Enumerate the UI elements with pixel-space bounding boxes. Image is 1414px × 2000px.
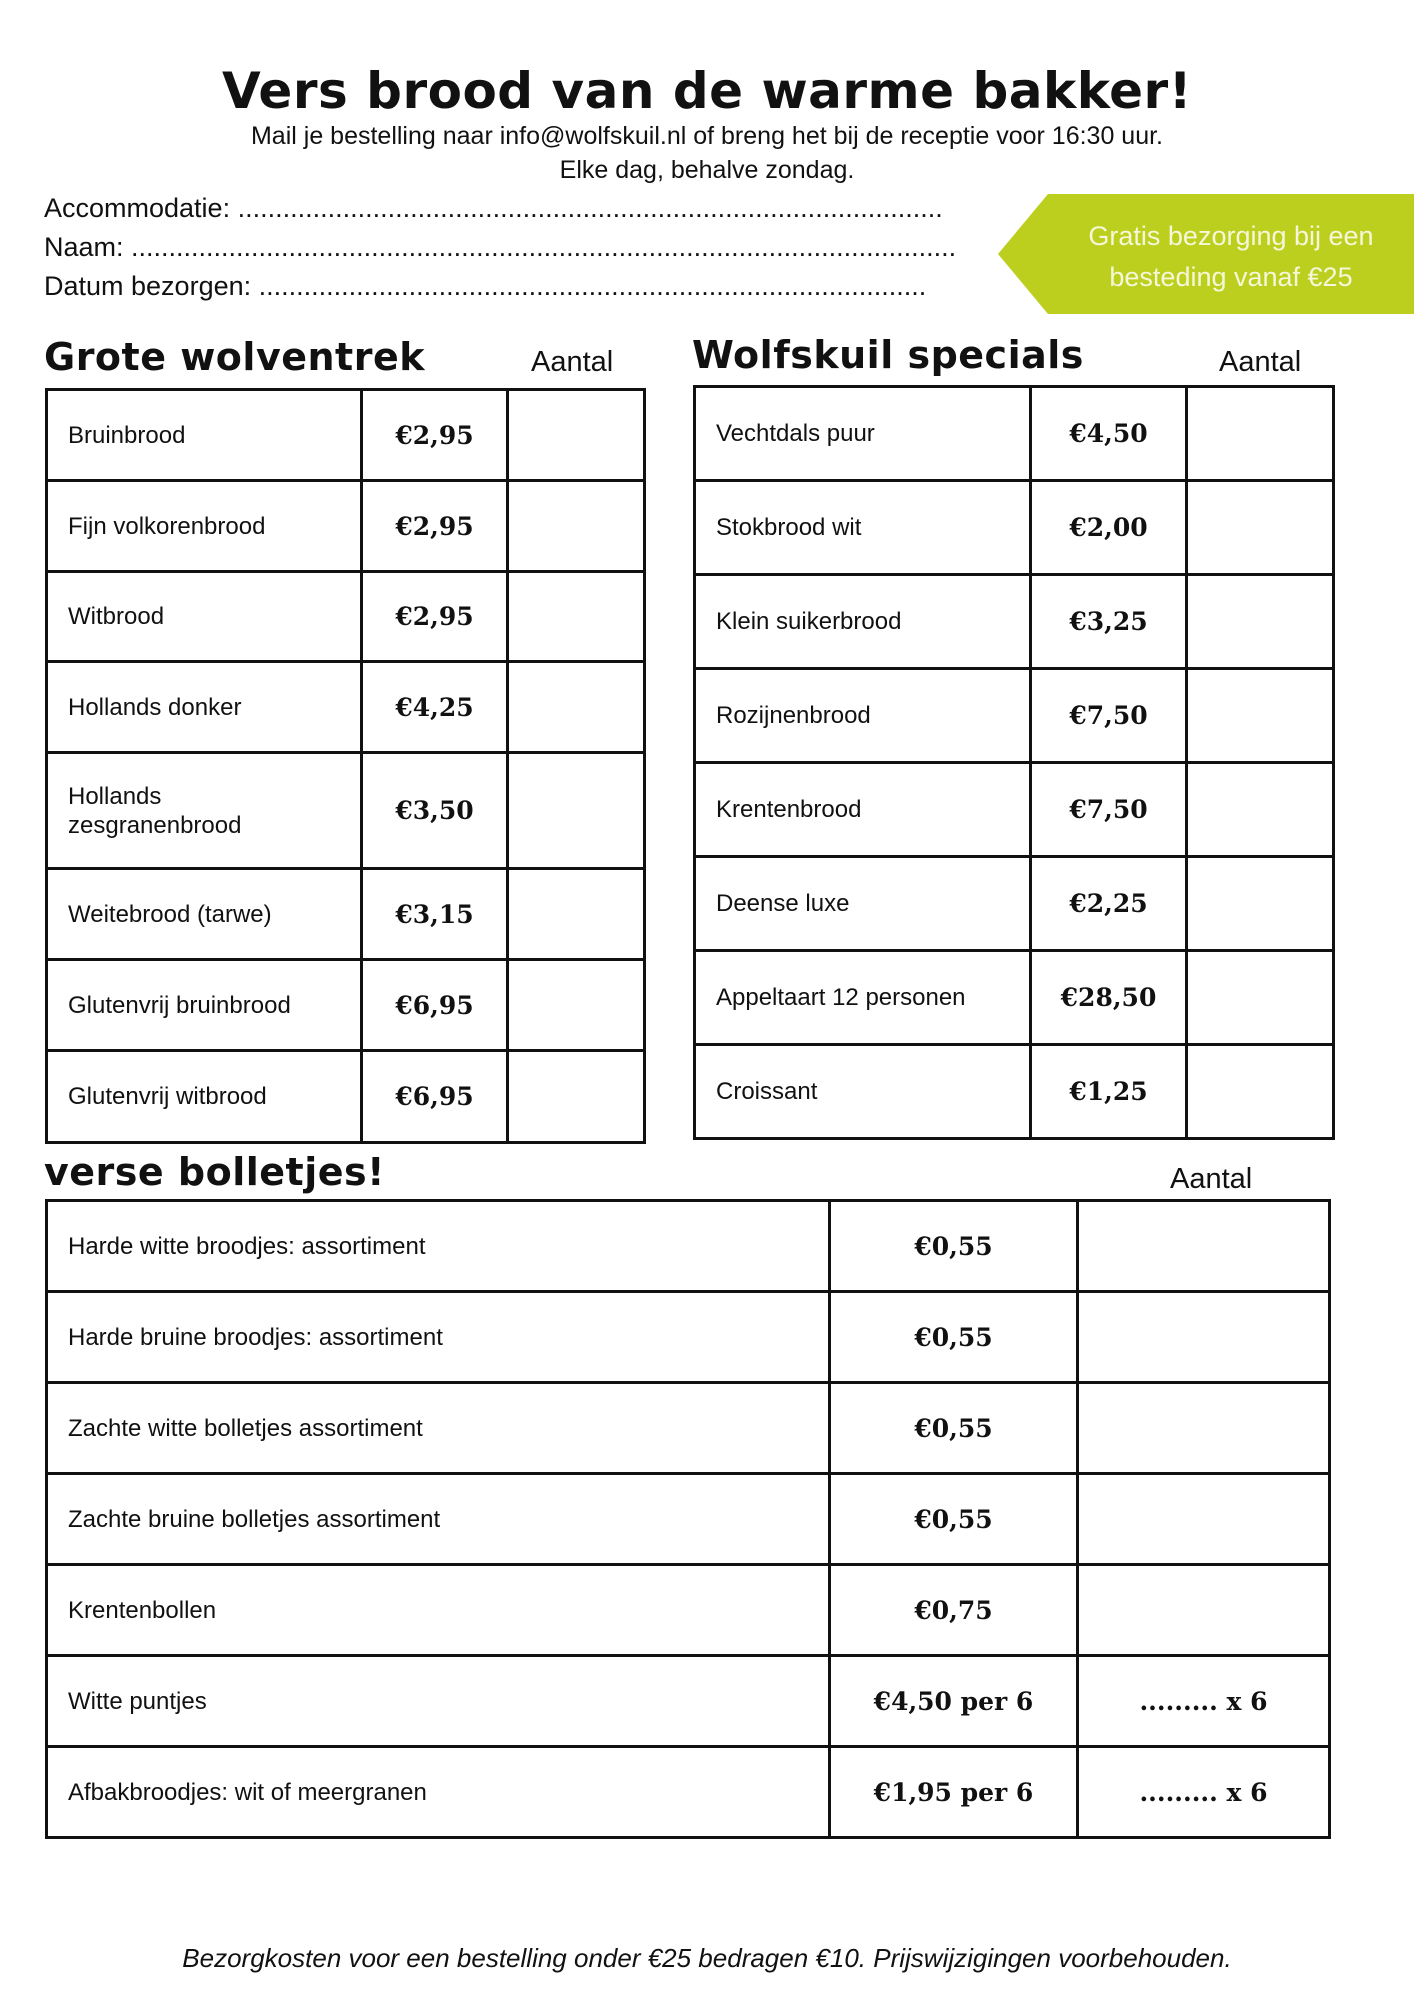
item-price: €0,55 bbox=[830, 1292, 1078, 1383]
table-row bbox=[47, 662, 645, 753]
qty-header-grote: Aantal bbox=[531, 346, 614, 378]
item-name: Krentenbollen bbox=[47, 1565, 830, 1656]
table-row bbox=[695, 951, 1334, 1045]
badge-line-1: Gratis bezorging bij een bbox=[1088, 221, 1374, 251]
item-name: Harde bruine broodjes: assortiment bbox=[47, 1292, 830, 1383]
quantity-field[interactable] bbox=[508, 753, 645, 869]
quantity-field[interactable] bbox=[1187, 951, 1334, 1045]
table-row bbox=[47, 572, 645, 662]
quantity-field[interactable] bbox=[1078, 1292, 1330, 1383]
item-name: Stokbrood wit bbox=[695, 481, 1031, 575]
datum-bezorgen-field[interactable]: Datum bezorgen: ......................................................................................... bbox=[44, 271, 927, 301]
table-row bbox=[695, 481, 1334, 575]
item-name: Rozijnenbrood bbox=[695, 669, 1031, 763]
table-row bbox=[695, 669, 1334, 763]
item-price: €2,00 bbox=[1031, 481, 1187, 575]
quantity-field[interactable] bbox=[1078, 1474, 1330, 1565]
table-row bbox=[47, 753, 645, 869]
verse-bolletjes-table bbox=[45, 1199, 1331, 1839]
opening-days: Elke dag, behalve zondag. bbox=[559, 156, 855, 184]
item-price: €6,95 bbox=[362, 960, 508, 1051]
quantity-field[interactable] bbox=[1187, 575, 1334, 669]
item-price: €7,50 bbox=[1031, 669, 1187, 763]
table-row bbox=[47, 1051, 645, 1143]
free-delivery-badge bbox=[998, 194, 1414, 314]
table-row bbox=[695, 763, 1334, 857]
item-price: €1,25 bbox=[1031, 1045, 1187, 1139]
quantity-field[interactable] bbox=[1187, 763, 1334, 857]
table-row bbox=[695, 1045, 1334, 1139]
quantity-field[interactable] bbox=[508, 960, 645, 1051]
item-price: €0,55 bbox=[830, 1201, 1078, 1292]
wolfskuil-specials-table bbox=[693, 385, 1335, 1140]
item-price: €0,75 bbox=[830, 1565, 1078, 1656]
item-name: Glutenvrij witbrood bbox=[47, 1051, 362, 1143]
quantity-field[interactable] bbox=[508, 572, 645, 662]
item-price: €6,95 bbox=[362, 1051, 508, 1143]
quantity-field[interactable] bbox=[1187, 387, 1334, 481]
item-price: €2,95 bbox=[362, 572, 508, 662]
section-title-verse-bolletjes: verse bolletjes! bbox=[44, 1150, 385, 1194]
table-row bbox=[695, 857, 1334, 951]
item-name: Zachte witte bolletjes assortiment bbox=[47, 1383, 830, 1474]
item-name: Deense luxe bbox=[695, 857, 1031, 951]
table-row bbox=[47, 1201, 1330, 1292]
grote-wolventrek-table bbox=[45, 388, 646, 1144]
quantity-field[interactable] bbox=[1187, 857, 1334, 951]
quantity-field[interactable] bbox=[508, 869, 645, 960]
item-name: Croissant bbox=[695, 1045, 1031, 1139]
table-row bbox=[47, 1747, 1330, 1838]
item-name: Bruinbrood bbox=[47, 390, 362, 481]
item-price: €2,95 bbox=[362, 481, 508, 572]
accommodatie-field[interactable]: Accommodatie: .............................................................................................. bbox=[44, 193, 943, 223]
order-instructions: Mail je bestelling naar info@wolfskuil.nl of breng het bij de receptie voor 16:30 uur. bbox=[250, 122, 1163, 150]
section-title-grote-wolventrek: Grote wolventrek bbox=[44, 335, 425, 379]
item-price: €2,95 bbox=[362, 390, 508, 481]
table-row bbox=[695, 575, 1334, 669]
qty-header-specials: Aantal bbox=[1219, 346, 1302, 378]
item-price: €3,15 bbox=[362, 869, 508, 960]
table-row bbox=[47, 1383, 1330, 1474]
badge-line-2: besteding vanaf €25 bbox=[1109, 262, 1353, 292]
quantity-field[interactable] bbox=[1187, 1045, 1334, 1139]
table-row bbox=[47, 1565, 1330, 1656]
item-name: Vechtdals puur bbox=[695, 387, 1031, 481]
quantity-field[interactable] bbox=[508, 390, 645, 481]
footer-note: Bezorgkosten voor een bestelling onder €25 bedragen €10. Prijswijzigingen voorbehouden. bbox=[182, 1943, 1232, 1973]
table-row bbox=[695, 387, 1334, 481]
item-name: Witte puntjes bbox=[47, 1656, 830, 1747]
item-price: €1,95 per 6 bbox=[830, 1747, 1078, 1838]
item-name: Krentenbrood bbox=[695, 763, 1031, 857]
item-name: Witbrood bbox=[47, 572, 362, 662]
item-price: €3,25 bbox=[1031, 575, 1187, 669]
item-name: Fijn volkorenbrood bbox=[47, 481, 362, 572]
table-row bbox=[47, 869, 645, 960]
item-price: €28,50 bbox=[1031, 951, 1187, 1045]
naam-field[interactable]: Naam: .............................................................................................................. bbox=[44, 232, 957, 262]
quantity-field[interactable] bbox=[1187, 669, 1334, 763]
table-row bbox=[47, 481, 645, 572]
table-row bbox=[47, 1656, 1330, 1747]
item-name: Harde witte broodjes: assortiment bbox=[47, 1201, 830, 1292]
item-price: €0,55 bbox=[830, 1383, 1078, 1474]
item-price: €4,50 bbox=[1031, 387, 1187, 481]
quantity-field[interactable] bbox=[1078, 1201, 1330, 1292]
item-name: Glutenvrij bruinbrood bbox=[47, 960, 362, 1051]
item-price: €0,55 bbox=[830, 1474, 1078, 1565]
page-title: Vers brood van de warme bakker! bbox=[221, 62, 1193, 120]
item-name: Zachte bruine bolletjes assortiment bbox=[47, 1474, 830, 1565]
quantity-field[interactable] bbox=[508, 481, 645, 572]
quantity-field[interactable]: ......... x 6 bbox=[1078, 1656, 1330, 1747]
quantity-field[interactable] bbox=[508, 662, 645, 753]
item-name: Hollands donker bbox=[47, 662, 362, 753]
item-price: €2,25 bbox=[1031, 857, 1187, 951]
table-row bbox=[47, 1292, 1330, 1383]
quantity-field[interactable] bbox=[508, 1051, 645, 1143]
quantity-field[interactable] bbox=[1078, 1383, 1330, 1474]
item-name: Appeltaart 12 personen bbox=[695, 951, 1031, 1045]
item-name: Klein suikerbrood bbox=[695, 575, 1031, 669]
table-row bbox=[47, 390, 645, 481]
item-name: Hollands zesgranenbrood bbox=[47, 753, 362, 869]
quantity-field[interactable] bbox=[1187, 481, 1334, 575]
table-row bbox=[47, 1474, 1330, 1565]
quantity-field[interactable] bbox=[1078, 1565, 1330, 1656]
quantity-field[interactable]: ......... x 6 bbox=[1078, 1747, 1330, 1838]
item-price: €7,50 bbox=[1031, 763, 1187, 857]
item-name: Weitebrood (tarwe) bbox=[47, 869, 362, 960]
item-name: Afbakbroodjes: wit of meergranen bbox=[47, 1747, 830, 1838]
qty-header-bolletjes: Aantal bbox=[1170, 1163, 1253, 1195]
table-row bbox=[47, 960, 645, 1051]
section-title-wolfskuil-specials: Wolfskuil specials bbox=[692, 333, 1084, 377]
item-price: €4,25 bbox=[362, 662, 508, 753]
item-price: €4,50 per 6 bbox=[830, 1656, 1078, 1747]
item-price: €3,50 bbox=[362, 753, 508, 869]
